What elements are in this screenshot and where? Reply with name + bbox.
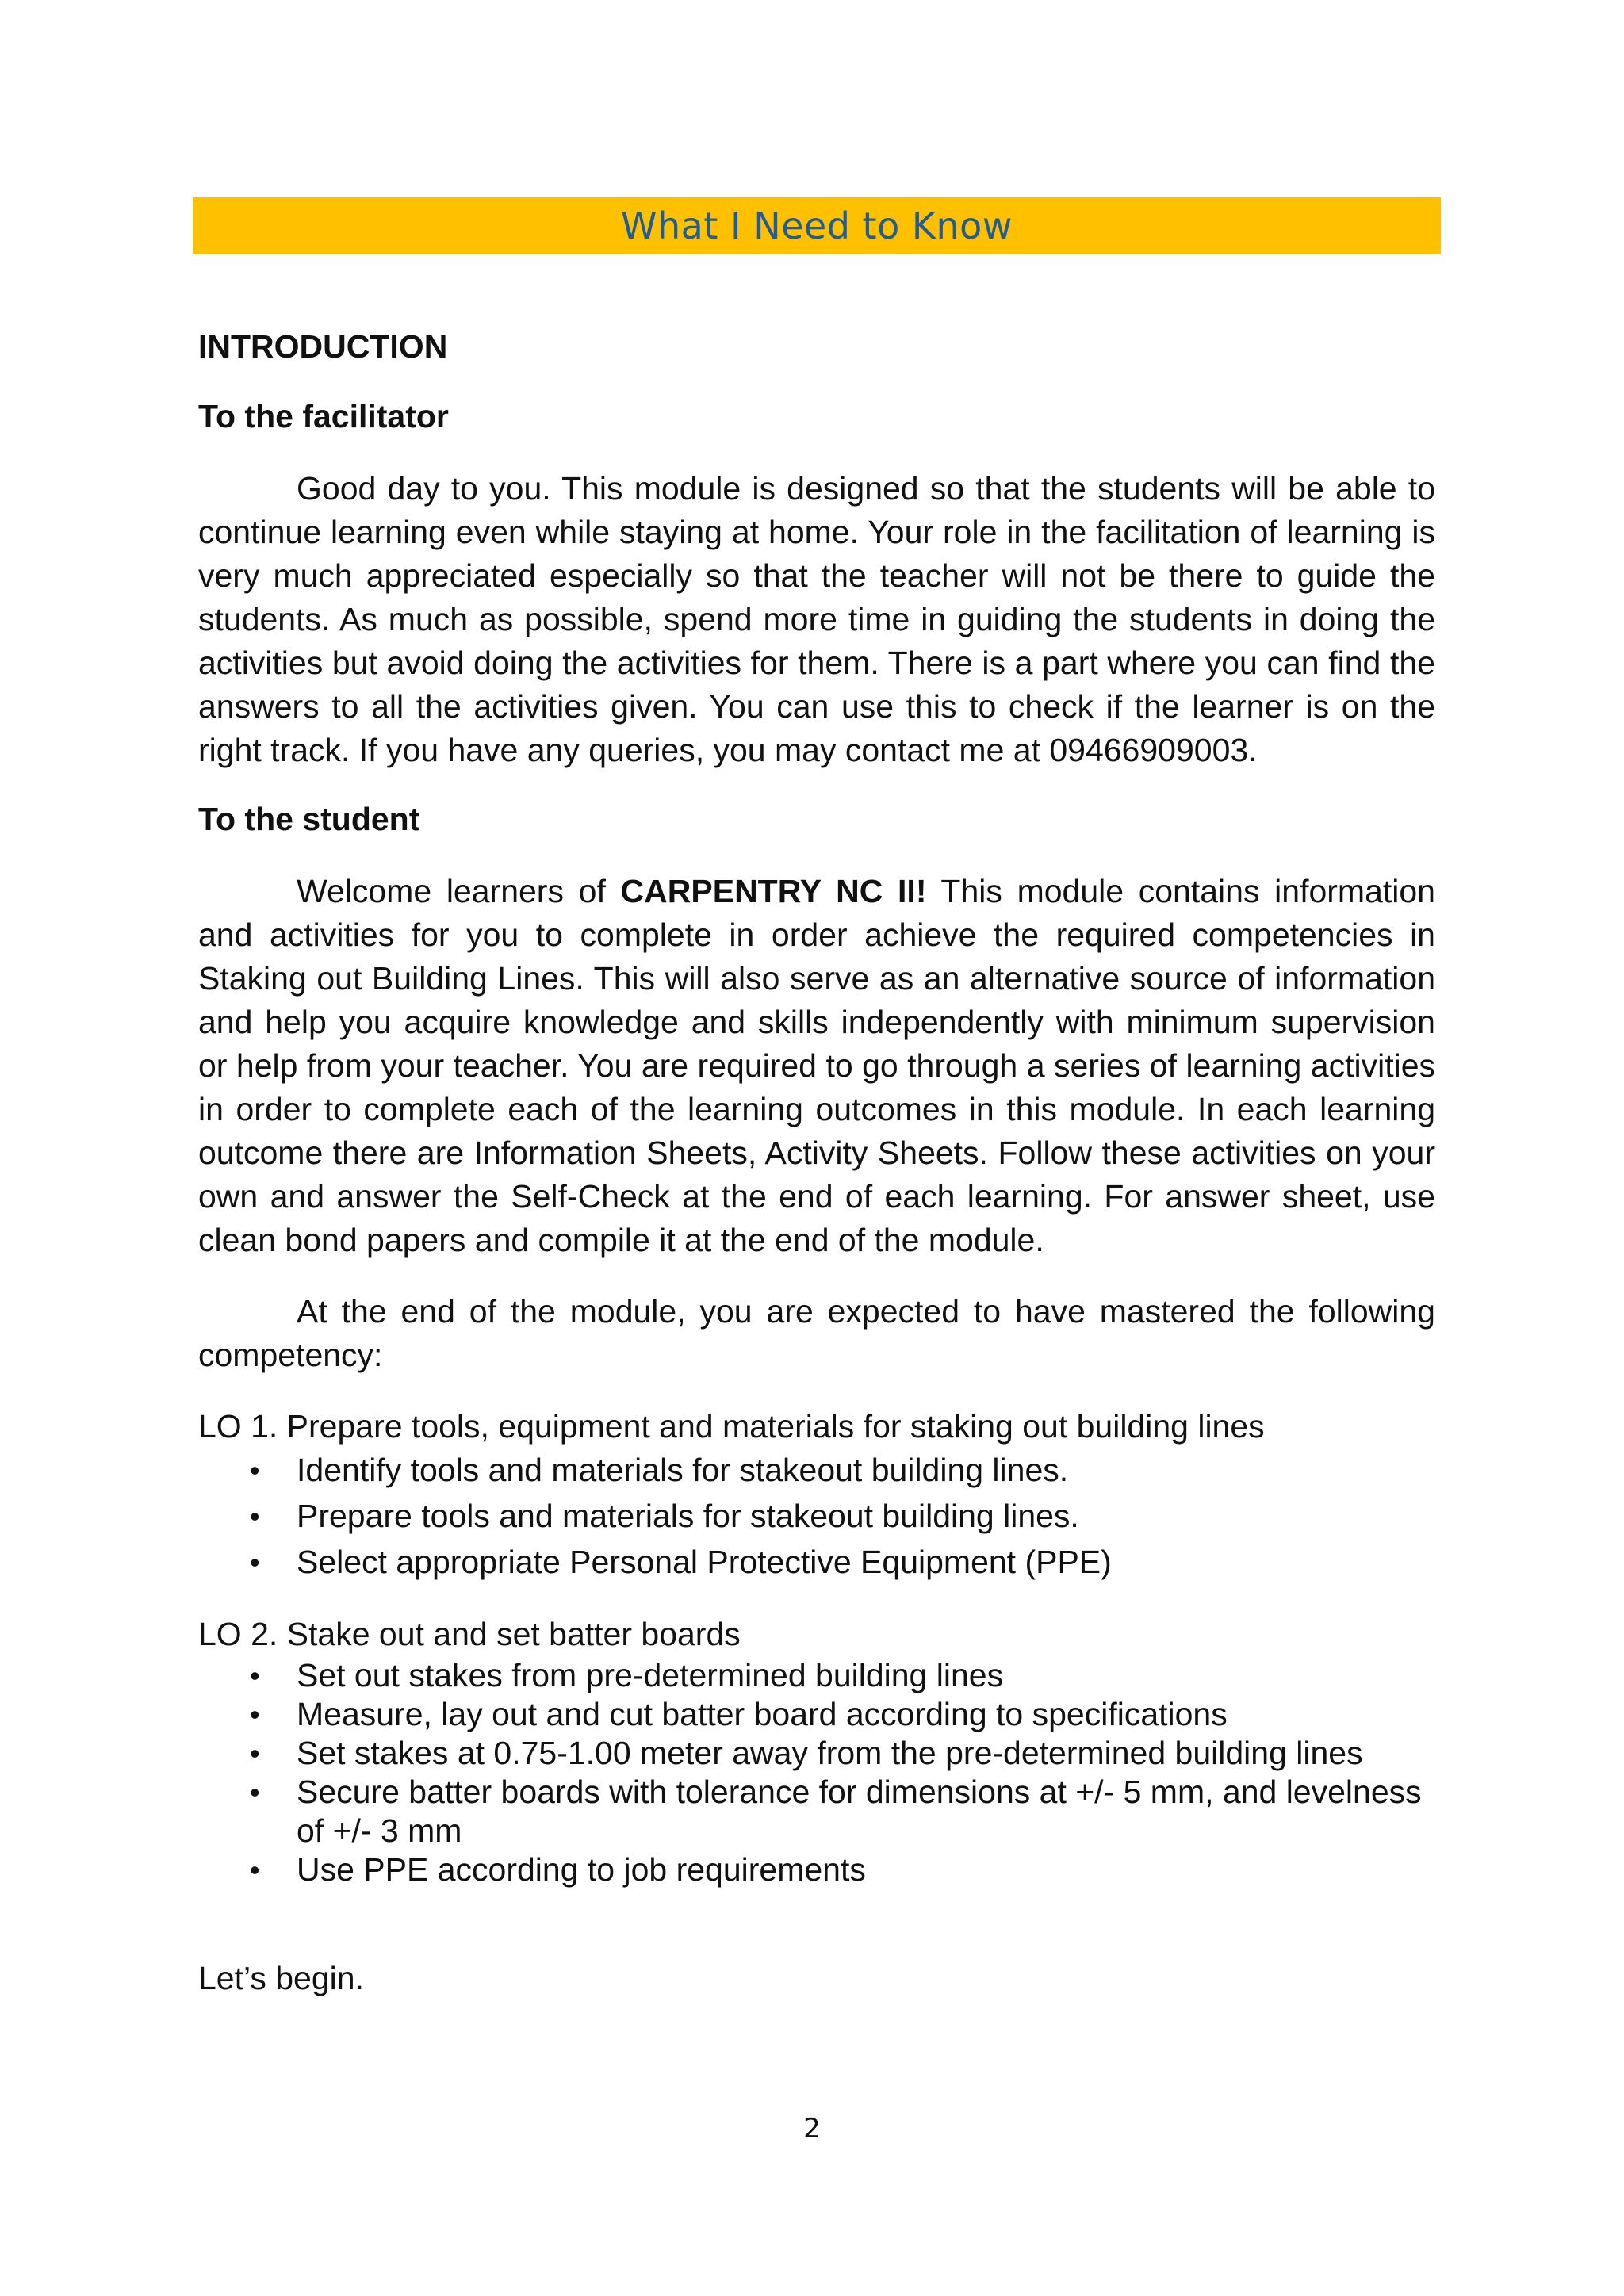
document-body (198, 317, 1435, 2000)
introduction-heading: INTRODUCTION (198, 328, 448, 365)
list-item (198, 1448, 1435, 1492)
lo2-list (198, 1656, 1435, 1889)
list-item (198, 1850, 1435, 1889)
list-item-text: Prepare tools and materials for stakeout building lines. (297, 1498, 1079, 1534)
closing-text: Let’s begin. (198, 1960, 364, 1996)
bullet-icon: • (250, 1737, 260, 1770)
list-item-text: Select appropriate Personal Protective Equipment (PPE) (297, 1544, 1112, 1580)
bullet-icon: • (250, 1698, 260, 1731)
student-paragraph-rest: This module contains information and activities for you to complete in order achieve the required competencies in Staking out Building Lines. This will also serve as an alternative source of information and help you acquire knowledge and skills independently with minimum supervision or help from your teacher. You are required to go through a series of learning activities in order to complete each of the learning outcomes in this module. In each learning outcome there are Information Sheets, Activity Sheets. Follow these activities on your own and answer the Self-Check at the end of each learning. For answer sheet, use clean bond papers and compile it at the end of the module. (198, 873, 1435, 1258)
facilitator-paragraph: Good day to you. This module is designed so that the students will be able to continue learning even while staying at home. Your role in the facilitation of learning is very much appreciated especially so that the teacher will not be there to guide the students. As much as possible, spend more time in guiding the students in doing the activities but avoid doing the activities for them. There is a part where you can find the answers to all the activities given. You can use this to check if the learner is on the right track. If you have any queries, you may contact me at 09466909003. (198, 470, 1435, 768)
section-banner (193, 197, 1441, 254)
lo2-title: LO 2. Stake out and set batter boards (198, 1616, 741, 1652)
list-item (198, 1773, 1435, 1850)
bullet-icon: • (250, 1659, 260, 1692)
bullet-icon: • (250, 1776, 260, 1808)
section-title: What I Need to Know (621, 205, 1013, 247)
bullet-icon: • (250, 1546, 260, 1578)
bullet-icon: • (250, 1500, 260, 1533)
list-item-text: Measure, lay out and cut batter board according to specifications (297, 1696, 1228, 1732)
list-item (198, 1734, 1435, 1773)
facilitator-heading: To the facilitator (198, 398, 449, 434)
list-item-text: Identify tools and materials for stakeout building lines. (297, 1452, 1069, 1488)
list-item (198, 1695, 1435, 1734)
lo1-title: LO 1. Prepare tools, equipment and materials for staking out building lines (198, 1408, 1265, 1445)
competency-intro: At the end of the module, you are expected to have mastered the following competency: (198, 1293, 1435, 1373)
list-item-text: Secure batter boards with tolerance for dimensions at +/- 5 mm, and levelness of +/- 3 mm (297, 1774, 1422, 1849)
list-item (198, 1494, 1435, 1538)
student-paragraph-start: Welcome learners of (297, 873, 621, 909)
student-heading: To the student (198, 801, 420, 837)
bullet-icon: • (250, 1854, 260, 1886)
list-item (198, 1540, 1435, 1584)
list-item (198, 1656, 1435, 1695)
list-item-text: Use PPE according to job requirements (297, 1851, 866, 1888)
lo1-list (198, 1448, 1435, 1584)
list-item-text: Set stakes at 0.75-1.00 meter away from the pre-determined building lines (297, 1735, 1363, 1771)
course-name: CARPENTRY NC II! (620, 873, 927, 909)
page-number: 2 (803, 2113, 821, 2145)
bullet-icon: • (250, 1454, 260, 1487)
list-item-text: Set out stakes from pre-determined building lines (297, 1657, 1004, 1693)
student-paragraph (198, 870, 1435, 1262)
